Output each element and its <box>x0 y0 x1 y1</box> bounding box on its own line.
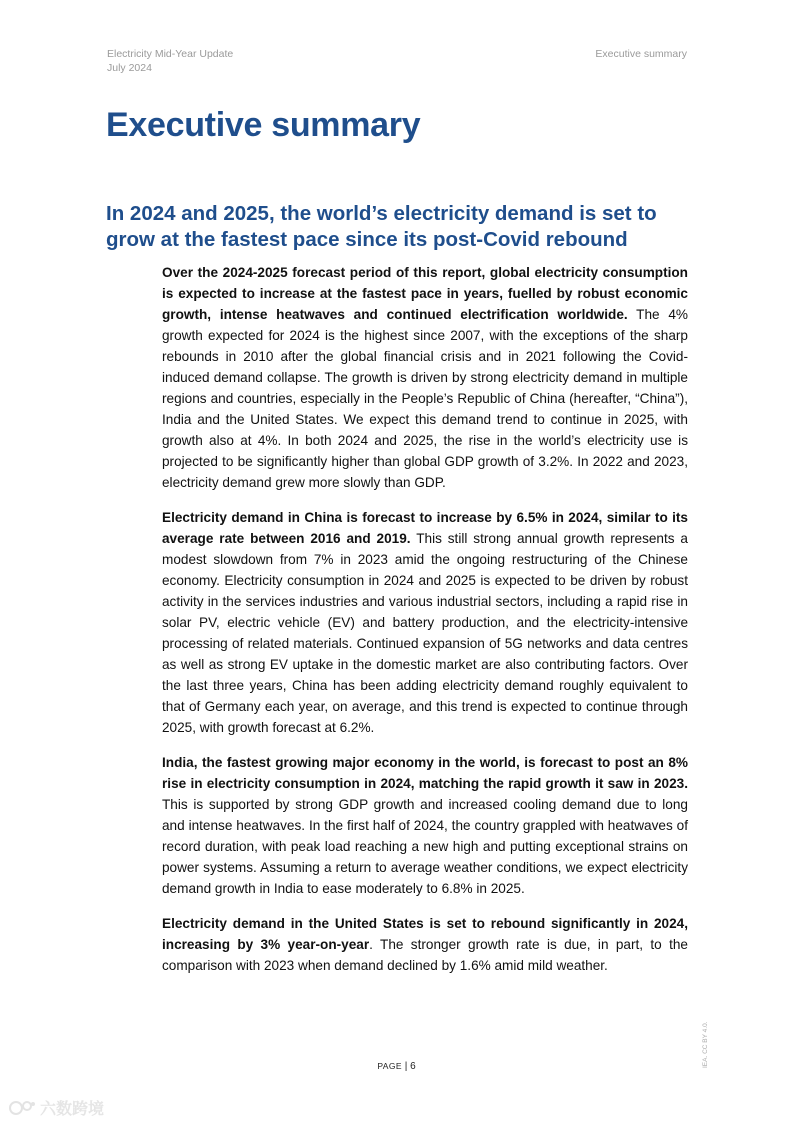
running-header-right: Executive summary <box>595 48 687 60</box>
paragraph-body: . The stronger growth rate is due, in part, to the comparison with 2023 when demand declined by 1.6% amid mild weather. <box>162 937 688 973</box>
license-note: IEA. CC BY 4.0. <box>702 1021 709 1068</box>
paragraph-lead: Electricity demand in China is forecast to increase by 6.5% in 2024, similar to its average rate between 2016 and 2019. <box>162 510 688 546</box>
paragraph <box>162 752 688 899</box>
paragraph <box>162 262 688 493</box>
running-header-left <box>107 47 233 75</box>
page-title: Executive summary <box>106 106 421 144</box>
paragraph-body: The 4% growth expected for 2024 is the highest since 2007, with the exceptions of the sharp rebounds in 2010 after the global financial crisis and in 2021 following the Covid-induced demand collapse. The growth is driven by strong electricity demand in multiple regions and countries, especially in the People’s Republic of China (hereafter, “China”), India and the United States. We expect this demand trend to continue in 2025, with growth also at 4%. In both 2024 and 2025, the rise in the world’s electricity use is projected to be significantly higher than global GDP growth of 3.2%. In 2022 and 2023, electricity demand grew more slowly than GDP. <box>162 307 688 490</box>
watermark-logo-icon <box>8 1099 36 1117</box>
paragraph-body: This still strong annual growth represents a modest slowdown from 7% in 2023 amid the ongoing restructuring of the Chinese economy. Electricity consumption in 2024 and 2025 is expected to be driven by robust activity in the services industries and various industrial sectors, including a rapid rise in solar PV, electric vehicle (EV) and battery production, and the electricity-intensive processing of related materials. Continued expansion of 5G networks and data centres as well as strong EV uptake in the domestic market are also contributing factors. Over the last three years, China has been adding electricity demand roughly equivalent to that of Germany each year, on average, and this trend is expected to continue through 2025, with growth forecast at 6.2%. <box>162 531 688 735</box>
paragraph <box>162 913 688 976</box>
watermark-text: 六数跨境 <box>40 1101 105 1118</box>
body-text <box>162 262 688 990</box>
paragraph-lead: Over the 2024-2025 forecast period of this report, global electricity consumption is expected to increase at the fastest pace in years, fuelled by robust economic growth, intense heatwaves and continued electrification worldwide. <box>162 265 688 322</box>
page-number: 6 <box>410 1061 416 1072</box>
paragraph-body: This is supported by strong GDP growth and increased cooling demand due to long and intense heatwaves. In the first half of 2024, the country grappled with heatwaves of record duration, with peak load reaching a new high and putting exceptional strains on power systems. Assuming a return to average weather conditions, we expect electricity demand growth in India to ease moderately to 6.8% in 2025. <box>162 797 688 896</box>
page-label: PAGE <box>377 1061 402 1071</box>
page-footer <box>0 1061 793 1072</box>
watermark <box>8 1096 104 1119</box>
paragraph-lead: India, the fastest growing major economy in the world, is forecast to post an 8% rise in electricity consumption in 2024, matching the rapid growth it saw in 2023. <box>162 755 688 791</box>
section-heading: In 2024 and 2025, the world’s electricity demand is set to grow at the fastest pace since its post-Covid rebound <box>106 202 657 251</box>
page-separator: | <box>401 1061 411 1072</box>
report-date: July 2024 <box>107 62 152 74</box>
paragraph <box>162 507 688 738</box>
report-name: Electricity Mid-Year Update <box>107 48 234 60</box>
paragraph-lead: Electricity demand in the United States is set to rebound significantly in 2024, increasing by 3% year-on-year <box>162 916 688 952</box>
